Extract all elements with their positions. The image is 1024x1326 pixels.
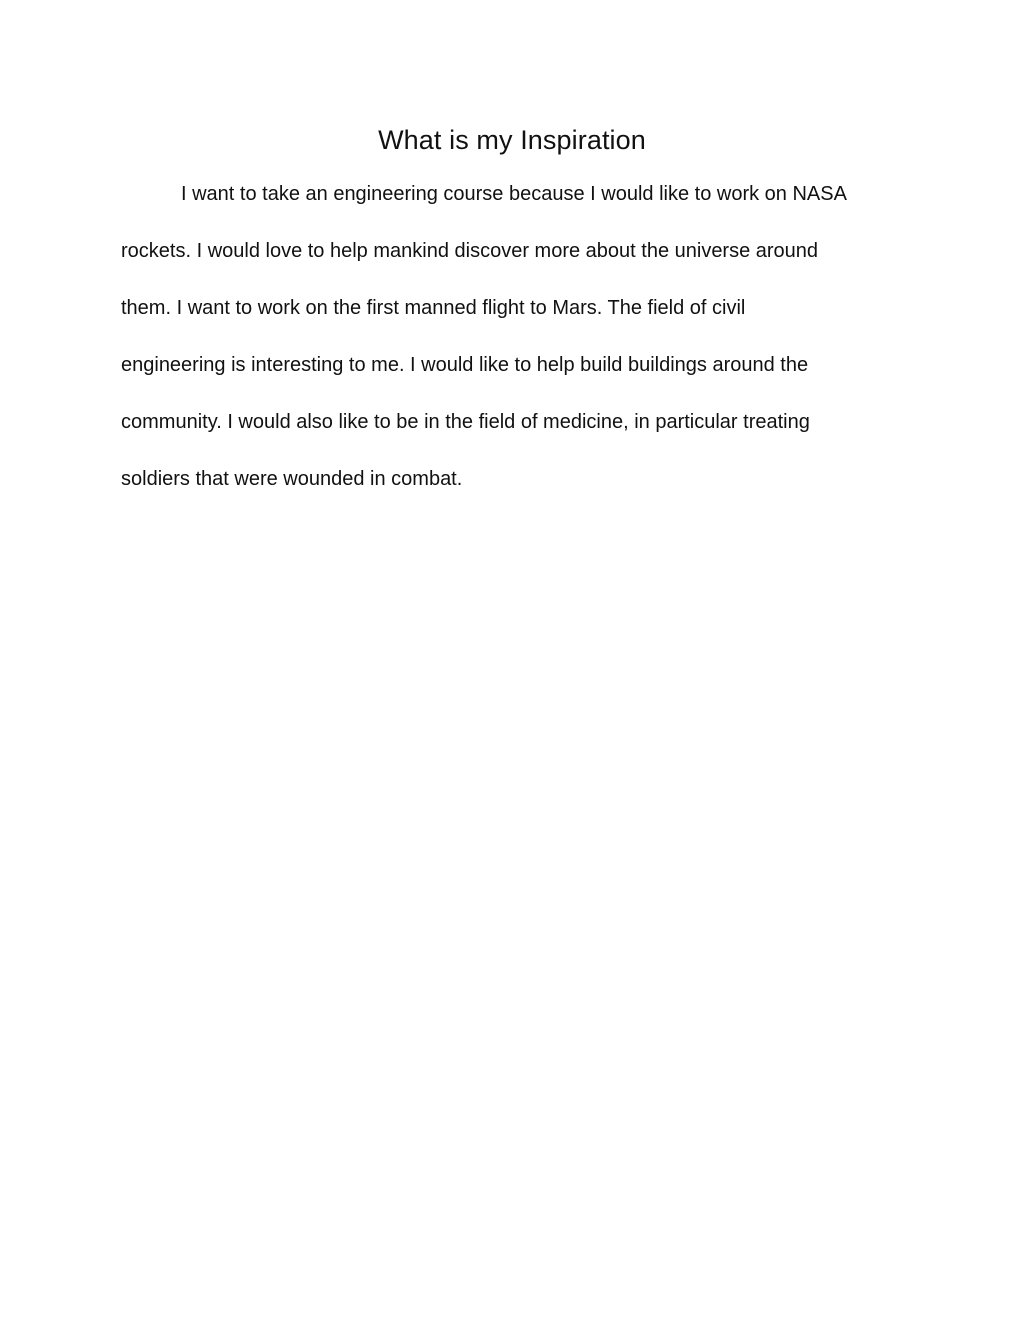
paragraph-line: rockets. I would love to help mankind discover more about the universe around <box>121 240 819 262</box>
paragraph-line: them. I want to work on the first manned flight to Mars. The field of civil <box>121 297 746 319</box>
paragraph-line: engineering is interesting to me. I would like to help build buildings around the <box>121 354 809 376</box>
paragraph-line: soldiers that were wounded in combat. <box>121 468 463 490</box>
paragraph-line: community. I would also like to be in the field of medicine, in particular treating <box>121 411 810 433</box>
document-title: What is my Inspiration <box>378 125 646 155</box>
body-paragraph <box>121 166 911 508</box>
paragraph-line: I want to take an engineering course because I would like to work on NASA <box>181 183 847 205</box>
